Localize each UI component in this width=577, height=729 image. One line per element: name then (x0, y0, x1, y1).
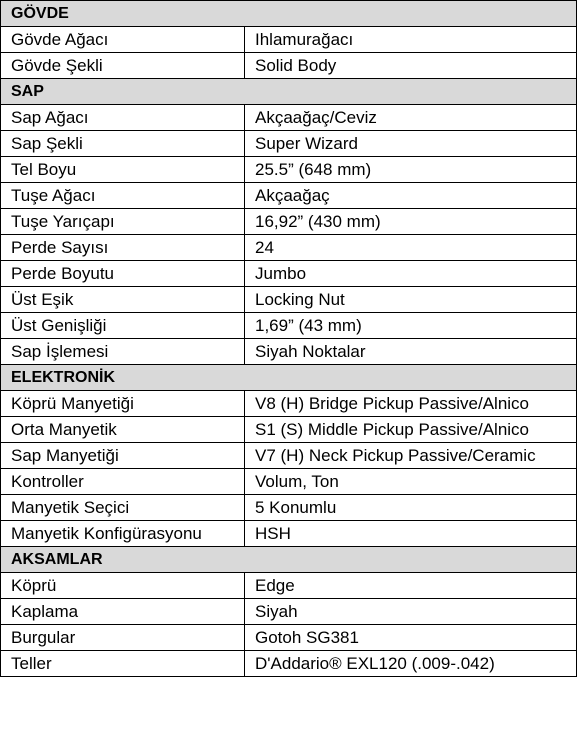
table-row (1, 521, 577, 547)
table-row (1, 53, 577, 79)
spec-label: Orta Manyetik (1, 417, 245, 443)
table-row (1, 651, 577, 677)
table-row (1, 157, 577, 183)
section-title: AKSAMLAR (1, 547, 577, 573)
table-row (1, 599, 577, 625)
spec-value: Solid Body (245, 53, 577, 79)
table-row (1, 417, 577, 443)
section-header-govde (1, 1, 577, 27)
spec-label: Kontroller (1, 469, 245, 495)
table-row (1, 209, 577, 235)
section-header-elektronik (1, 365, 577, 391)
spec-value: Siyah Noktalar (245, 339, 577, 365)
spec-label: Perde Sayısı (1, 235, 245, 261)
spec-value: 1,69” (43 mm) (245, 313, 577, 339)
spec-label: Üst Genişliği (1, 313, 245, 339)
table-row (1, 339, 577, 365)
spec-label: Köprü (1, 573, 245, 599)
spec-label: Burgular (1, 625, 245, 651)
section-header-sap (1, 79, 577, 105)
spec-label: Kaplama (1, 599, 245, 625)
table-row (1, 391, 577, 417)
spec-value: V7 (H) Neck Pickup Passive/Ceramic (245, 443, 577, 469)
spec-value: 5 Konumlu (245, 495, 577, 521)
table-row (1, 183, 577, 209)
spec-value: Akçaağaç/Ceviz (245, 105, 577, 131)
spec-value: Siyah (245, 599, 577, 625)
table-row (1, 573, 577, 599)
spec-label: Perde Boyutu (1, 261, 245, 287)
spec-label: Gövde Ağacı (1, 27, 245, 53)
spec-label: Tel Boyu (1, 157, 245, 183)
spec-label: Sap Şekli (1, 131, 245, 157)
table-row (1, 261, 577, 287)
table-row (1, 625, 577, 651)
spec-value: S1 (S) Middle Pickup Passive/Alnico (245, 417, 577, 443)
spec-value: HSH (245, 521, 577, 547)
spec-label: Teller (1, 651, 245, 677)
spec-value: Gotoh SG381 (245, 625, 577, 651)
spec-value: Volum, Ton (245, 469, 577, 495)
spec-value: Ihlamurağacı (245, 27, 577, 53)
table-row (1, 131, 577, 157)
table-row (1, 313, 577, 339)
spec-value: 16,92” (430 mm) (245, 209, 577, 235)
table-row (1, 287, 577, 313)
section-header-aksamlar (1, 547, 577, 573)
spec-label: Tuşe Ağacı (1, 183, 245, 209)
section-title: SAP (1, 79, 577, 105)
spec-value: Super Wizard (245, 131, 577, 157)
table-row (1, 469, 577, 495)
spec-value: 25.5” (648 mm) (245, 157, 577, 183)
spec-value: 24 (245, 235, 577, 261)
spec-label: Sap Manyetiği (1, 443, 245, 469)
table-row (1, 105, 577, 131)
spec-value: Akçaağaç (245, 183, 577, 209)
spec-value: V8 (H) Bridge Pickup Passive/Alnico (245, 391, 577, 417)
table-row (1, 235, 577, 261)
table-row (1, 495, 577, 521)
spec-value: D'Addario® EXL120 (.009-.042) (245, 651, 577, 677)
spec-label: Sap İşlemesi (1, 339, 245, 365)
spec-label: Gövde Şekli (1, 53, 245, 79)
spec-label: Köprü Manyetiği (1, 391, 245, 417)
spec-label: Sap Ağacı (1, 105, 245, 131)
spec-value: Jumbo (245, 261, 577, 287)
spec-label: Tuşe Yarıçapı (1, 209, 245, 235)
table-row (1, 443, 577, 469)
spec-value: Locking Nut (245, 287, 577, 313)
spec-label: Manyetik Seçici (1, 495, 245, 521)
spec-label: Manyetik Konfigürasyonu (1, 521, 245, 547)
spec-value: Edge (245, 573, 577, 599)
table-row (1, 27, 577, 53)
spec-label: Üst Eşik (1, 287, 245, 313)
section-title: ELEKTRONİK (1, 365, 577, 391)
section-title: GÖVDE (1, 1, 577, 27)
